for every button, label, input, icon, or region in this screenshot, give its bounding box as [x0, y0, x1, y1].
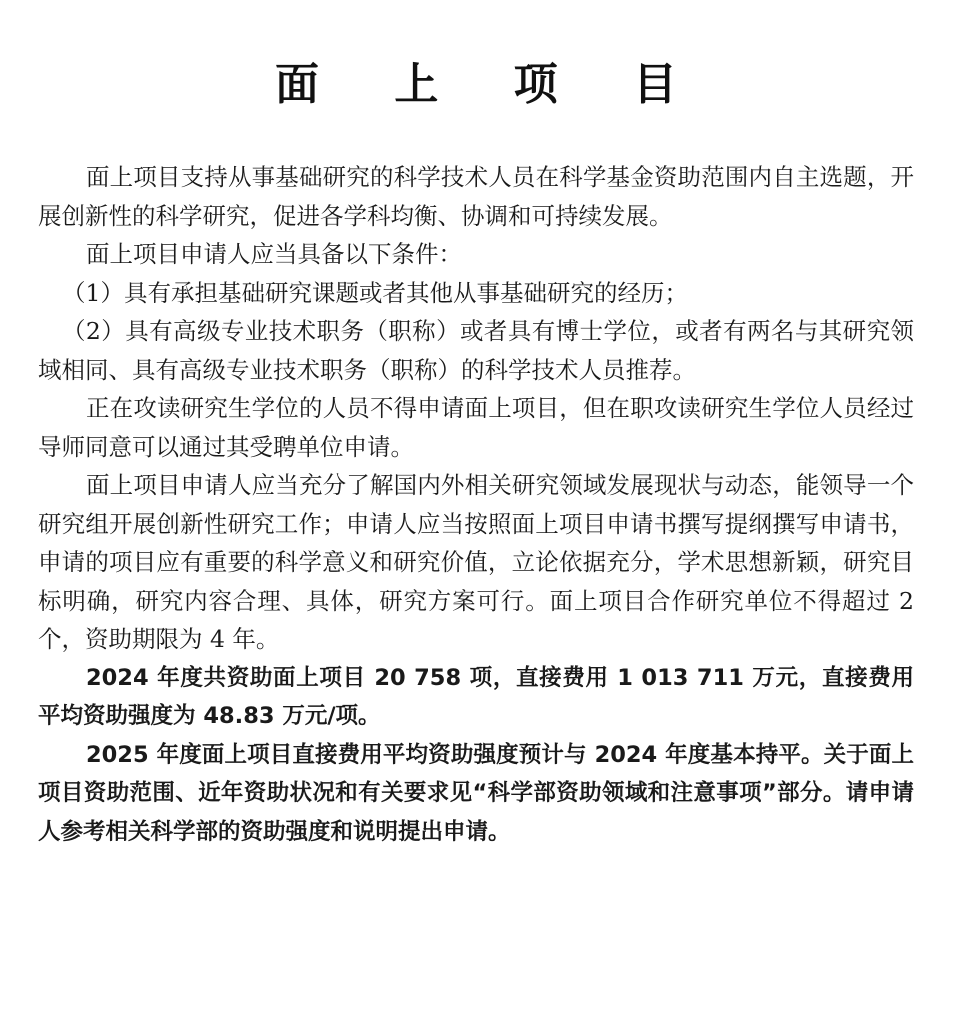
condition-item-1: （1）具有承担基础研究课题或者其他从事基础研究的经历；	[62, 278, 688, 307]
paragraph-conditions-intro: 面上项目申请人应当具备以下条件：	[86, 240, 462, 268]
condition-item-2: （2）具有高级专业技术职务（职称）或者具有博士学位，或者有两名与其研究领域相同、具有高级专业技术职务（职称）的科学技术人员推荐。	[38, 317, 914, 384]
page-title: 面 上 项 目	[275, 59, 707, 110]
paragraph-graduate-students: 正在攻读研究生学位的人员不得申请面上项目，但在职攻读研究生学位人员经过导师同意可以通过其受聘单位申请。	[38, 394, 914, 461]
paragraph-2025-funding: 2025 年度面上项目直接费用平均资助强度预计与 2024 年度基本持平。关于面上项目资助范围、近年资助状况和有关要求见“科学部资助领域和注意事项”部分。请申请人参考相关科学部的资助强度和说明提出申请。	[38, 741, 914, 845]
paragraph-applicant-requirements: 面上项目申请人应当充分了解国内外相关研究领域发展现状与动态，能领导一个研究组开展创新性研究工作；申请人应当按照面上项目申请书撰写提纲撰写申请书，申请的项目应有重要的科学意义和研究价值，立论依据充分，学术思想新颖，研究目标明确，研究内容合理、具体，研究方案可行。面上项目合作研究单位不得超过 2 个，资助期限为 4 年。	[38, 471, 914, 653]
document-body	[38, 158, 914, 851]
paragraph-purpose: 面上项目支持从事基础研究的科学技术人员在科学基金资助范围内自主选题，开展创新性的科学研究，促进各学科均衡、协调和可持续发展。	[38, 163, 914, 230]
paragraph-2024-funding: 2024 年度共资助面上项目 20 758 项，直接费用 1 013 711 万元，直接费用平均资助强度为 48.83 万元/项。	[38, 664, 914, 729]
